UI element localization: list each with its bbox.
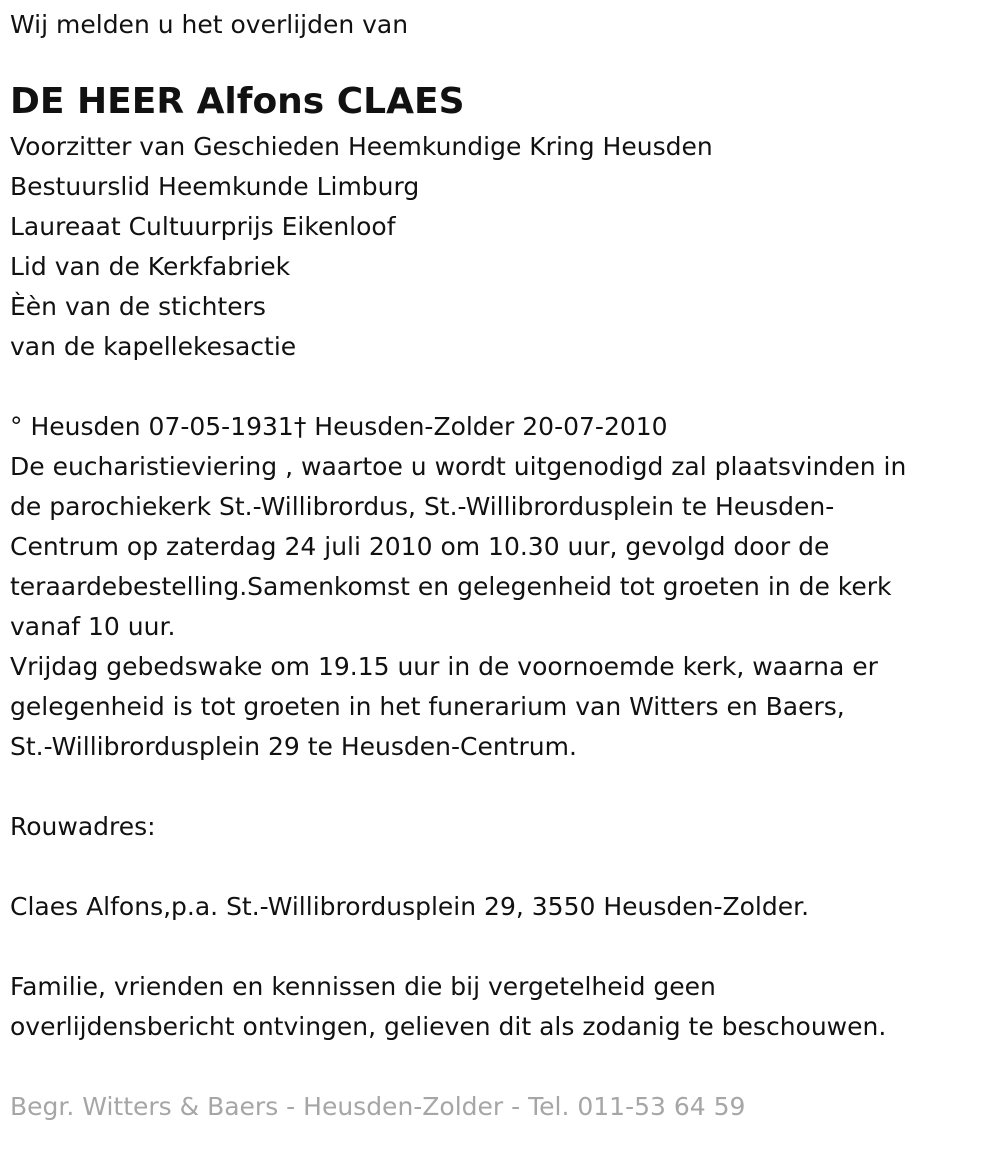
title-line: Voorzitter van Geschieden Heemkundige Kring Heusden <box>10 132 713 161</box>
title-line: van de kapellekesactie <box>10 332 297 361</box>
service-line: Centrum op zaterdag 24 juli 2010 om 10.30 uur, gevolgd door de <box>10 532 830 561</box>
intro-text: Wij melden u het overlijden van <box>10 10 409 39</box>
wake-paragraph <box>10 647 990 767</box>
address-label: Rouwadres: <box>10 812 156 841</box>
titles-list <box>10 127 990 367</box>
service-line: De eucharistieviering , waartoe u wordt uitgenodigd zal plaatsvinden in <box>10 452 907 481</box>
blank-line <box>10 927 990 967</box>
family-line: Familie, vrienden en kennissen die bij vergetelheid geen <box>10 972 716 1001</box>
wake-line: Vrijdag gebedswake om 19.15 uur in de voornoemde kerk, waarna er <box>10 652 878 681</box>
family-paragraph <box>10 967 990 1047</box>
service-paragraph <box>10 447 990 647</box>
title-line: Laureaat Cultuurprijs Eikenloof <box>10 212 396 241</box>
title-line: Bestuurslid Heemkunde Limburg <box>10 172 420 201</box>
mourning-address: Claes Alfons,p.a. St.-Willibrordusplein 29, 3550 Heusden-Zolder. <box>10 892 810 921</box>
title-line: Lid van de Kerkfabriek <box>10 252 291 281</box>
blank-line <box>10 1047 990 1087</box>
blank-line <box>10 367 990 407</box>
family-line: overlijdensbericht ontvingen, gelieven dit als zodanig te beschouwen. <box>10 1012 887 1041</box>
death-notice <box>10 0 990 1127</box>
title-line: Èèn van de stichters <box>10 292 266 321</box>
service-line: teraardebestelling.Samenkomst en gelegenheid tot groeten in de kerk <box>10 572 892 601</box>
wake-line: gelegenheid is tot groeten in het funerarium van Witters en Baers, <box>10 692 845 721</box>
service-line: vanaf 10 uur. <box>10 612 176 641</box>
funeral-home-footer: Begr. Witters & Baers - Heusden-Zolder - Tel. 011-53 64 59 <box>10 1092 746 1121</box>
deceased-name: DE HEER Alfons CLAES <box>10 81 465 122</box>
blank-line <box>10 847 990 887</box>
birth-death-dates: ° Heusden 07-05-1931† Heusden-Zolder 20-07-2010 <box>10 412 668 441</box>
blank-line <box>10 767 990 807</box>
service-line: de parochiekerk St.-Willibrordus, St.-Willibrordusplein te Heusden- <box>10 492 835 521</box>
wake-line: St.-Willibrordusplein 29 te Heusden-Centrum. <box>10 732 577 761</box>
